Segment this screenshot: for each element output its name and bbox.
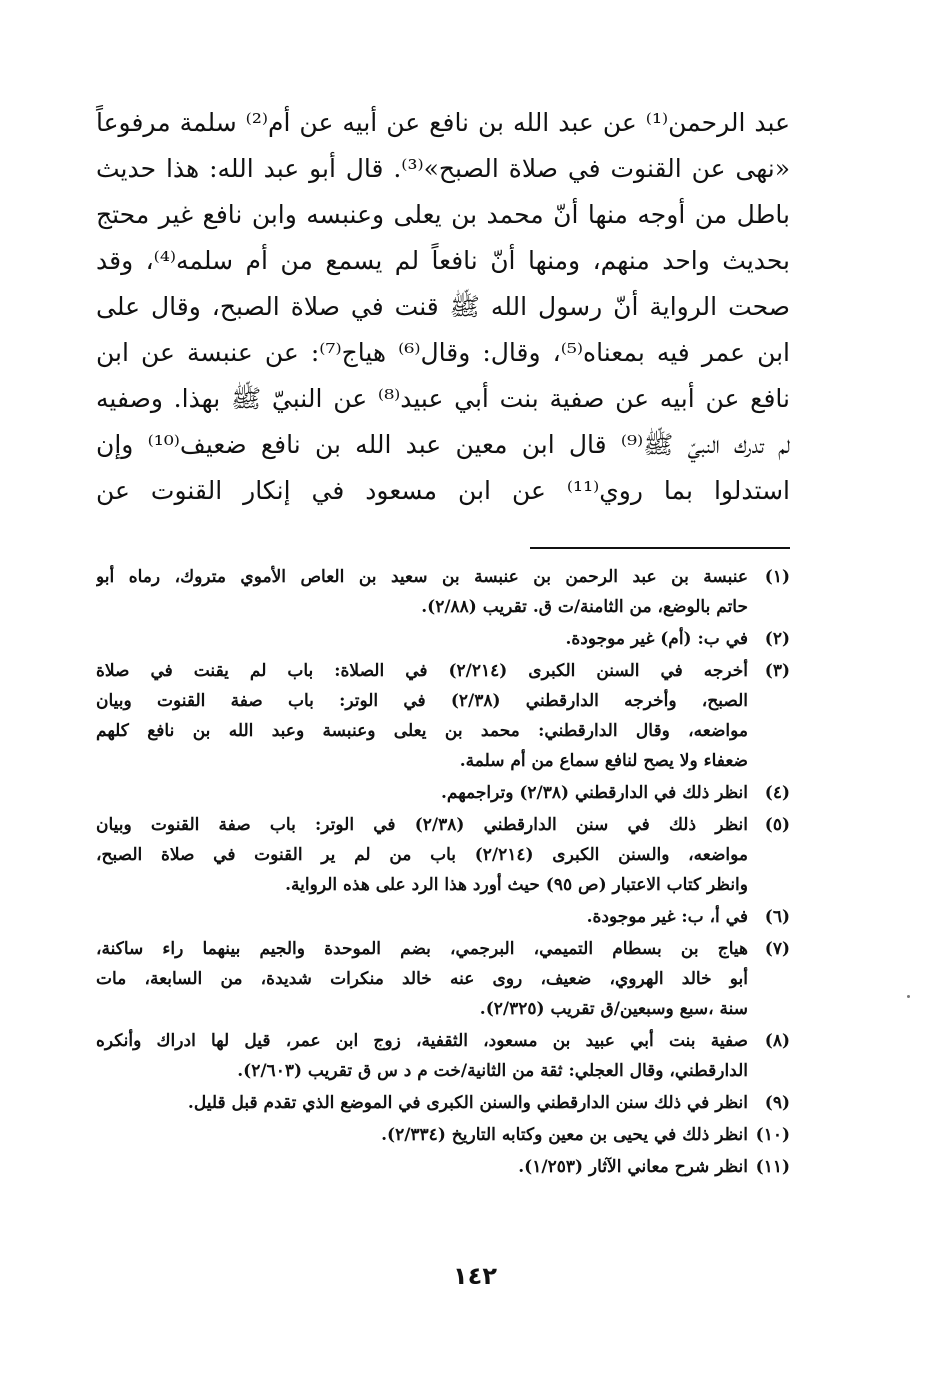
footnotes (96, 562, 790, 1184)
footnote-number: (٢) (764, 629, 790, 649)
footnote-number: (٤) (764, 783, 790, 803)
footnote (96, 778, 790, 808)
text-line (96, 284, 790, 330)
footnote-line: صفية بنت أبي عبيد بن مسعود، الثقفية، زوج ابن عمر، قيل لها ادراك وأنكره (96, 1031, 748, 1051)
footnote-line: وانظر كتاب الاعتبار (ص ٩٥) حيث أورد هذا الرد على هذه الرواية. (285, 875, 748, 895)
footnote-body (96, 1088, 748, 1118)
text-line-content: باطل من أوجه منها أنّ محمد بن يعلى وعنبسه وابن نافع غير محتج (96, 200, 790, 229)
footnote-line: حاتم بالوضع، من الثامنة/ت ق. تقريب (٢/٨٨). (421, 597, 748, 617)
footnote-line: انظر ذلك في الدارقطني (٢/٣٨) وتراجمهم. (440, 783, 748, 803)
footnote-body (96, 934, 748, 1024)
footnote-line: انظر في ذلك سنن الدارقطني والسنن الكبرى في الموضع الذي تقدم قبل قليل. (187, 1093, 748, 1113)
footnote-number: (٥) (764, 815, 790, 835)
scan-speck (907, 995, 910, 998)
footnote (96, 562, 790, 622)
text-line-content: لم تدرك النبيّ ﷺ⁽⁹⁾ قال ابن معين عبد الله بن نافع ضعيف⁽¹⁰⁾ وإن (96, 430, 790, 459)
footnote-line: أخرجه في السنن الكبرى (٢/٢١٤) في الصلاة: باب لم يقنت في صلاة (96, 661, 748, 681)
footnote (96, 810, 790, 900)
footnote-number: (٨) (764, 1031, 790, 1051)
text-line (96, 330, 790, 376)
footnote-body (96, 624, 748, 654)
footnote-line: الدارقطني، وقال العجلي: ثقة من الثانية/خت م د س ق تقريب (٢/٦٠٣). (237, 1061, 748, 1081)
footnote-body (96, 810, 748, 900)
footnote-line: الصبح، وأخرجه الدارقطني (٢/٣٨) في الوتر: باب صفة القنوت وبيان (96, 691, 748, 711)
footnote-line: سنة ،سبع وسبعين/ق تقريب (٢/٣٢٥). (479, 999, 748, 1019)
footnote-line: انظر شرح معاني الآثار (١/٢٥٣). (518, 1157, 748, 1177)
text-line-content: استدلوا بما روي⁽¹¹⁾ عن ابن مسعود في إنكار القنوت عن (96, 476, 790, 505)
text-line (96, 376, 790, 422)
footnote-line: هياج بن بسطام التميمي، البرجمي، بضم الموحدة والجيم بينهما راء ساكنة، (96, 939, 748, 959)
text-line-content: نافع عن أبيه عن صفية بنت أبي عبيد⁽⁸⁾ عن النبيّ ﷺ بهذا. وصفيه (96, 384, 790, 413)
footnote-number: (١٠) (755, 1125, 790, 1145)
footnote (96, 902, 790, 932)
text-line-content: بحديث واحد منهم، ومنها أنّ نافعاً لم يسمع من أم سلمه⁽⁴⁾، وقد (96, 246, 790, 275)
main-text (96, 100, 790, 514)
footnote (96, 934, 790, 1024)
footnote-body (96, 1120, 748, 1150)
footnote-line: مواضعه، والسنن الكبرى (٢/٢١٤) باب من لم ير القنوت في صلاة الصبح، (96, 845, 748, 865)
text-line (96, 100, 790, 146)
footnote-body (96, 562, 748, 622)
footnote-line: انظر ذلك في سنن الدارقطني (٢/٣٨) في الوتر: باب صفة القنوت وبيان (96, 815, 748, 835)
text-line (96, 468, 790, 514)
text-line-content: ابن عمر فيه بمعناه⁽⁵⁾، وقال: وقال⁽⁶⁾ هياج⁽⁷⁾: عن عنبسة عن ابن (96, 338, 791, 367)
footnote-number: (١١) (755, 1157, 790, 1177)
footnote-line: في أ، ب: غير موجودة. (586, 907, 748, 927)
footnote-line: مواضعه، وقال الدارقطني: محمد بن يعلى وعنبسة وعبد الله بن نافع كلهم (96, 721, 748, 741)
footnote-number: (١) (764, 567, 790, 587)
footnote (96, 1152, 790, 1182)
footnote (96, 1026, 790, 1086)
footnote-body (96, 778, 748, 808)
text-line (96, 192, 790, 238)
text-line (96, 146, 790, 192)
page-number: ١٤٢ (453, 1262, 497, 1290)
text-line (96, 422, 790, 468)
footnote (96, 624, 790, 654)
text-line-content: صحت الرواية أنّ رسول الله ﷺ قنت في صلاة الصبح، وقال على (96, 292, 790, 321)
text-line-content: عبد الرحمن⁽¹⁾ عن عبد الله بن نافع عن أبيه عن أم⁽²⁾ سلمة مرفوعاً (96, 108, 791, 137)
footnote-line: في ب: (أم) غير موجودة. (565, 629, 748, 649)
footnote-body (96, 1152, 748, 1182)
footnote-line: أبو خالد الهروي، ضعيف، روى عنه خالد منكرات شديدة، من السابعة، مات (96, 969, 748, 989)
footnote-number: (٧) (764, 939, 790, 959)
footnote-line: عنبسة بن عبد الرحمن بن عنبسة بن سعيد بن العاص الأموي متروك، رماه أبو (96, 567, 748, 587)
footnote-body (96, 656, 748, 776)
text-line-content: «نهى عن القنوت في صلاة الصبح»⁽³⁾. قال أبو عبد الله: هذا حديث (96, 154, 790, 183)
footnote-line: انظر ذلك في يحيى بن معين وكتابه التاريخ (٢/٣٣٤). (381, 1125, 748, 1145)
footnote-body (96, 1026, 748, 1086)
footnote-number: (٩) (764, 1093, 790, 1113)
footnote (96, 1088, 790, 1118)
footnote-body (96, 902, 748, 932)
footnote (96, 656, 790, 776)
text-line (96, 238, 790, 284)
footnote-number: (٣) (764, 661, 790, 681)
footnote-line: ضعفاء ولا يصح لنافع سماع من أم سلمة. (459, 751, 748, 771)
footnote (96, 1120, 790, 1150)
footnote-number: (٦) (764, 907, 790, 927)
footnote-separator (530, 547, 790, 549)
